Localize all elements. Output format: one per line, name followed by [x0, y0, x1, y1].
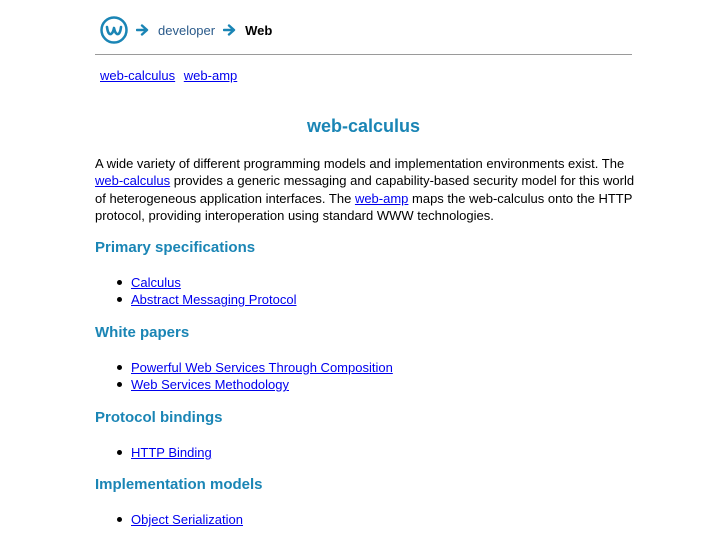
list-implementation-models: [113, 511, 243, 528]
header-divider: [95, 54, 632, 55]
arrow-right-icon: [223, 24, 237, 36]
subnav-link-web-amp[interactable]: web-amp: [183, 68, 238, 83]
list-item: [131, 376, 393, 393]
link-powerful-web-services[interactable]: Powerful Web Services Through Composition: [131, 360, 393, 375]
link-calculus[interactable]: Calculus: [131, 275, 181, 290]
subnav-link-web-calculus[interactable]: web-calculus: [100, 68, 176, 83]
breadcrumb: [100, 15, 272, 45]
list-primary-specifications: [113, 274, 296, 309]
intro-text: A wide variety of different programming models and implementation environments exist. The: [95, 156, 625, 171]
section-heading-protocol-bindings: Protocol bindings: [95, 409, 223, 426]
list-protocol-bindings: [113, 444, 212, 461]
list-item: [131, 444, 212, 461]
intro-text: provides a generic messaging and capability-based security model for this world of heterogeneous application interfaces. The: [95, 173, 635, 206]
sub-navigation: [100, 68, 242, 83]
list-item: [131, 359, 393, 376]
link-abstract-messaging-protocol[interactable]: Abstract Messaging Protocol: [131, 292, 297, 308]
intro-text: maps the web-calculus onto the HTTP protocol, providing interoperation using standard WWW technologies.: [95, 190, 633, 223]
intro-link-web-calculus[interactable]: web-calculus: [95, 173, 171, 189]
breadcrumb-item-developer[interactable]: developer: [158, 22, 216, 38]
intro-paragraph: [95, 155, 635, 224]
breadcrumb-current-web: Web: [245, 22, 273, 38]
list-white-papers: [113, 359, 393, 394]
intro-link-web-amp[interactable]: web-amp: [354, 190, 409, 206]
link-object-serialization[interactable]: Object Serialization: [131, 512, 243, 527]
page-title: web-calculus: [306, 116, 421, 136]
section-heading-primary-specifications: Primary specifications: [95, 239, 256, 256]
section-heading-implementation-models: Implementation models: [95, 476, 263, 493]
link-http-binding[interactable]: HTTP Binding: [131, 445, 212, 460]
list-item: [131, 274, 296, 291]
list-item: [131, 511, 243, 528]
list-item: [131, 291, 296, 308]
arrow-right-icon: [136, 24, 150, 36]
link-web-services-methodology[interactable]: Web Services Methodology: [131, 377, 290, 393]
section-heading-white-papers: White papers: [95, 324, 190, 341]
waterken-logo-icon[interactable]: [100, 16, 128, 44]
